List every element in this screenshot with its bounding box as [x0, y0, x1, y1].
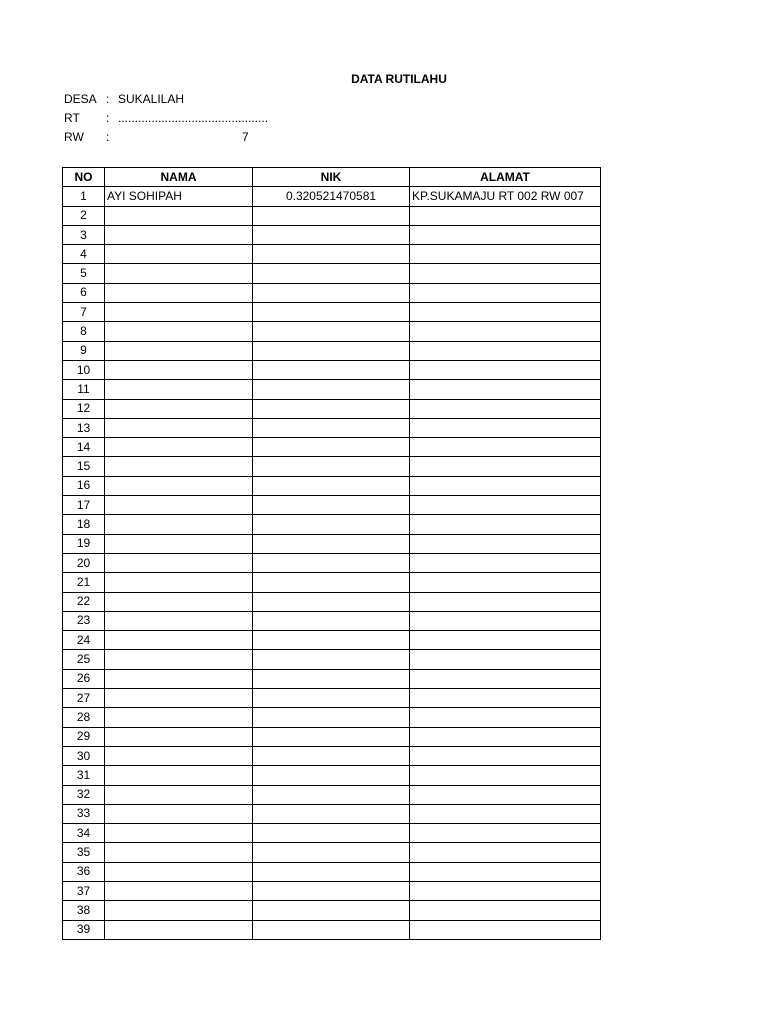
cell-no: 10 — [63, 360, 105, 379]
table-row — [63, 766, 601, 785]
cell-alamat — [410, 360, 601, 379]
cell-nik — [253, 824, 410, 843]
cell-alamat — [410, 881, 601, 900]
cell-nik — [253, 689, 410, 708]
cell-alamat — [410, 573, 601, 592]
cell-nama — [105, 476, 253, 495]
desa-label: DESA — [64, 92, 97, 106]
cell-no: 15 — [63, 457, 105, 476]
table-row — [63, 843, 601, 862]
table-row — [63, 380, 601, 399]
cell-alamat: KP.SUKAMAJU RT 002 RW 007 — [410, 187, 601, 206]
cell-nik — [253, 804, 410, 823]
cell-nama — [105, 206, 253, 225]
table-row — [63, 553, 601, 572]
cell-alamat — [410, 457, 601, 476]
cell-nama: AYI SOHIPAH — [105, 187, 253, 206]
cell-no: 13 — [63, 418, 105, 437]
cell-nik — [253, 669, 410, 688]
cell-nama — [105, 824, 253, 843]
cell-alamat — [410, 689, 601, 708]
cell-no: 24 — [63, 631, 105, 650]
table-row — [63, 631, 601, 650]
cell-nik — [253, 727, 410, 746]
cell-nama — [105, 283, 253, 302]
cell-no: 5 — [63, 264, 105, 283]
table-row — [63, 515, 601, 534]
header-nik: NIK — [253, 168, 410, 187]
desa-field — [64, 90, 184, 109]
cell-nama — [105, 766, 253, 785]
cell-nama — [105, 573, 253, 592]
cell-nik: 0.320521470581 — [253, 187, 410, 206]
cell-alamat — [410, 438, 601, 457]
cell-alamat — [410, 225, 601, 244]
header-no: NO — [63, 168, 105, 187]
cell-alamat — [410, 283, 601, 302]
cell-no: 27 — [63, 689, 105, 708]
cell-nama — [105, 862, 253, 881]
cell-nama — [105, 534, 253, 553]
cell-nik — [253, 380, 410, 399]
cell-no: 4 — [63, 245, 105, 264]
table-row — [63, 689, 601, 708]
table-row — [63, 245, 601, 264]
cell-nik — [253, 360, 410, 379]
cell-no: 38 — [63, 901, 105, 920]
rw-field — [64, 128, 118, 147]
table-header-row — [63, 168, 601, 187]
cell-nama — [105, 418, 253, 437]
cell-nik — [253, 553, 410, 572]
cell-nik — [253, 881, 410, 900]
cell-alamat — [410, 804, 601, 823]
table-row — [63, 881, 601, 900]
cell-no: 18 — [63, 515, 105, 534]
cell-nik — [253, 862, 410, 881]
cell-nama — [105, 631, 253, 650]
table-row — [63, 341, 601, 360]
cell-nama — [105, 360, 253, 379]
cell-alamat — [410, 303, 601, 322]
cell-no: 28 — [63, 708, 105, 727]
cell-nik — [253, 650, 410, 669]
cell-nama — [105, 438, 253, 457]
cell-alamat — [410, 766, 601, 785]
table-row — [63, 496, 601, 515]
cell-no: 3 — [63, 225, 105, 244]
cell-alamat — [410, 901, 601, 920]
cell-nik — [253, 418, 410, 437]
cell-no: 7 — [63, 303, 105, 322]
cell-nik — [253, 592, 410, 611]
cell-alamat — [410, 496, 601, 515]
cell-no: 32 — [63, 785, 105, 804]
cell-nik — [253, 708, 410, 727]
cell-nik — [253, 746, 410, 765]
table-row — [63, 785, 601, 804]
cell-alamat — [410, 843, 601, 862]
table-row — [63, 920, 601, 939]
cell-no: 31 — [63, 766, 105, 785]
cell-nik — [253, 264, 410, 283]
header-nama: NAMA — [105, 168, 253, 187]
cell-nama — [105, 708, 253, 727]
cell-nama — [105, 264, 253, 283]
cell-nik — [253, 920, 410, 939]
cell-nama — [105, 380, 253, 399]
cell-nama — [105, 611, 253, 630]
cell-nik — [253, 843, 410, 862]
cell-nik — [253, 341, 410, 360]
cell-nik — [253, 399, 410, 418]
table-row — [63, 206, 601, 225]
table-body — [63, 187, 601, 940]
cell-no: 25 — [63, 650, 105, 669]
cell-no: 16 — [63, 476, 105, 495]
rw-value: 7 — [242, 130, 249, 144]
cell-alamat — [410, 824, 601, 843]
cell-no: 33 — [63, 804, 105, 823]
table-row — [63, 727, 601, 746]
cell-alamat — [410, 476, 601, 495]
cell-alamat — [410, 322, 601, 341]
table-row — [63, 650, 601, 669]
cell-nama — [105, 785, 253, 804]
cell-alamat — [410, 245, 601, 264]
cell-nik — [253, 438, 410, 457]
desa-colon: : — [106, 92, 110, 106]
cell-no: 20 — [63, 553, 105, 572]
cell-alamat — [410, 631, 601, 650]
cell-no: 12 — [63, 399, 105, 418]
cell-no: 29 — [63, 727, 105, 746]
table-row — [63, 322, 601, 341]
table-row — [63, 399, 601, 418]
table-row — [63, 283, 601, 302]
cell-nik — [253, 245, 410, 264]
table-row — [63, 862, 601, 881]
cell-nama — [105, 245, 253, 264]
cell-alamat — [410, 669, 601, 688]
cell-alamat — [410, 553, 601, 572]
cell-nama — [105, 920, 253, 939]
cell-alamat — [410, 399, 601, 418]
cell-no: 9 — [63, 341, 105, 360]
cell-alamat — [410, 650, 601, 669]
cell-nama — [105, 804, 253, 823]
cell-nik — [253, 573, 410, 592]
cell-nama — [105, 496, 253, 515]
cell-no: 21 — [63, 573, 105, 592]
cell-nik — [253, 515, 410, 534]
cell-nama — [105, 322, 253, 341]
cell-alamat — [410, 206, 601, 225]
cell-nama — [105, 515, 253, 534]
desa-value: SUKALILAH — [118, 92, 185, 106]
cell-nama — [105, 843, 253, 862]
table-row — [63, 303, 601, 322]
table-row — [63, 573, 601, 592]
cell-no: 14 — [63, 438, 105, 457]
cell-no: 37 — [63, 881, 105, 900]
cell-nik — [253, 457, 410, 476]
cell-no: 22 — [63, 592, 105, 611]
table-row — [63, 824, 601, 843]
rw-colon: : — [106, 130, 110, 144]
cell-nama — [105, 225, 253, 244]
cell-nik — [253, 206, 410, 225]
table-row — [63, 438, 601, 457]
cell-no: 8 — [63, 322, 105, 341]
cell-nama — [105, 881, 253, 900]
cell-alamat — [410, 611, 601, 630]
cell-alamat — [410, 592, 601, 611]
cell-nama — [105, 727, 253, 746]
rt-field — [64, 109, 268, 128]
cell-alamat — [410, 515, 601, 534]
cell-alamat — [410, 862, 601, 881]
cell-alamat — [410, 341, 601, 360]
cell-nik — [253, 496, 410, 515]
cell-no: 2 — [63, 206, 105, 225]
cell-nama — [105, 650, 253, 669]
table-row — [63, 534, 601, 553]
table-row — [63, 611, 601, 630]
table-row — [63, 418, 601, 437]
table-row — [63, 187, 601, 206]
cell-nik — [253, 901, 410, 920]
cell-nama — [105, 341, 253, 360]
table-row — [63, 592, 601, 611]
cell-nik — [253, 785, 410, 804]
rt-colon: : — [106, 111, 110, 125]
cell-nik — [253, 476, 410, 495]
cell-nama — [105, 303, 253, 322]
cell-nik — [253, 611, 410, 630]
cell-alamat — [410, 418, 601, 437]
cell-no: 39 — [63, 920, 105, 939]
table-row — [63, 476, 601, 495]
table-row — [63, 746, 601, 765]
cell-nama — [105, 553, 253, 572]
cell-alamat — [410, 264, 601, 283]
table-row — [63, 225, 601, 244]
cell-nik — [253, 766, 410, 785]
cell-alamat — [410, 746, 601, 765]
header-alamat: ALAMAT — [410, 168, 601, 187]
rt-label: RT — [64, 111, 80, 125]
cell-no: 19 — [63, 534, 105, 553]
table-row — [63, 264, 601, 283]
table-row — [63, 669, 601, 688]
rutilahu-table — [62, 167, 601, 940]
cell-nama — [105, 669, 253, 688]
cell-alamat — [410, 380, 601, 399]
cell-no: 34 — [63, 824, 105, 843]
cell-alamat — [410, 727, 601, 746]
cell-no: 36 — [63, 862, 105, 881]
cell-alamat — [410, 785, 601, 804]
cell-no: 30 — [63, 746, 105, 765]
cell-no: 26 — [63, 669, 105, 688]
table-row — [63, 804, 601, 823]
cell-nik — [253, 283, 410, 302]
cell-no: 35 — [63, 843, 105, 862]
rt-value: ............................................. — [118, 111, 269, 125]
cell-nama — [105, 399, 253, 418]
cell-nik — [253, 303, 410, 322]
cell-nik — [253, 322, 410, 341]
table-row — [63, 901, 601, 920]
cell-alamat — [410, 708, 601, 727]
cell-nik — [253, 225, 410, 244]
document-title: DATA RUTILAHU — [351, 72, 447, 86]
cell-nama — [105, 457, 253, 476]
cell-nik — [253, 631, 410, 650]
cell-no: 6 — [63, 283, 105, 302]
table-row — [63, 708, 601, 727]
cell-alamat — [410, 920, 601, 939]
cell-nama — [105, 746, 253, 765]
cell-nama — [105, 901, 253, 920]
cell-no: 23 — [63, 611, 105, 630]
cell-no: 11 — [63, 380, 105, 399]
cell-nama — [105, 689, 253, 708]
rw-label: RW — [64, 130, 84, 144]
cell-nik — [253, 534, 410, 553]
cell-nama — [105, 592, 253, 611]
cell-no: 1 — [63, 187, 105, 206]
table-row — [63, 360, 601, 379]
table-row — [63, 457, 601, 476]
cell-no: 17 — [63, 496, 105, 515]
cell-alamat — [410, 534, 601, 553]
